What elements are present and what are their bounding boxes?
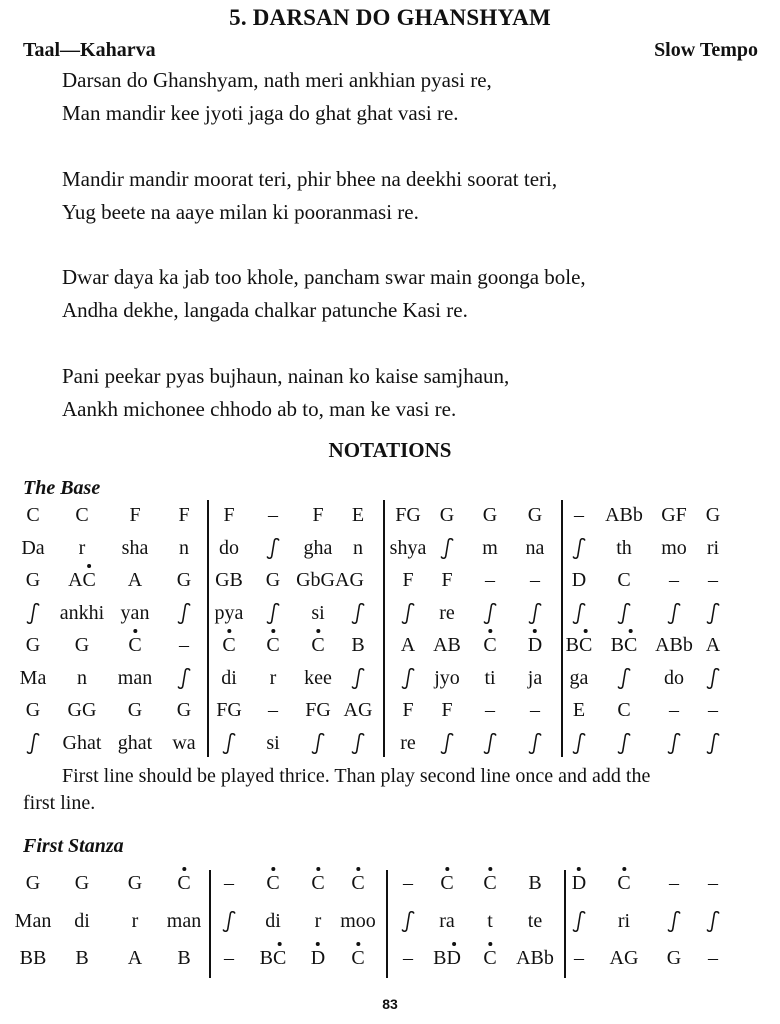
notation-cell: C [483, 947, 497, 969]
notation-cell: ഽ [483, 602, 497, 624]
notation-cell: Man [14, 910, 52, 932]
notation-cell: ഽ [440, 732, 454, 754]
notation-cell: n [353, 537, 363, 559]
notation-cell: si [311, 602, 325, 624]
notation-cell: C [440, 872, 454, 894]
notation-cell: G [666, 947, 682, 969]
notation-cell: F [129, 504, 141, 526]
notation-cell: shya [389, 537, 427, 559]
notation-cell: GF [661, 504, 687, 526]
lyric-line: Pani peekar pyas bujhaun, nainan ko kaise samjhaun, [62, 364, 510, 388]
notation-cell: ഽ [528, 602, 542, 624]
notation-cell: C [26, 504, 40, 526]
bar-line [383, 500, 385, 757]
notation-cell: moo [340, 910, 376, 932]
notation-cell: sha [121, 537, 149, 559]
notation-cell: do [219, 537, 239, 559]
notation-cell: E [572, 699, 586, 721]
notation-cell: C [351, 872, 365, 894]
notations-heading: NOTATIONS [328, 438, 452, 462]
notation-cell: G [25, 872, 41, 894]
bar-line [561, 500, 563, 757]
notation-cell: C [75, 504, 89, 526]
notation-cell: FG [395, 504, 421, 526]
notation-cell: ABb [516, 947, 554, 969]
notation-cell: BC [610, 634, 638, 656]
notation-cell: B [75, 947, 89, 969]
notation-cell: ra [439, 910, 455, 932]
notation-cell: – [403, 947, 413, 969]
notation-cell: G [705, 504, 721, 526]
notation-cell: ഽ [667, 602, 681, 624]
song-title: 5. DARSAN DO GHANSHYAM [229, 5, 551, 30]
notation-cell: C [351, 947, 365, 969]
notation-cell: r [131, 910, 139, 932]
notation-cell: gha [303, 537, 333, 559]
notation-cell: – [268, 504, 278, 526]
notation-cell: – [403, 872, 413, 894]
notation-cell: – [224, 872, 234, 894]
notation-cell: ഽ [351, 732, 365, 754]
notation-cell: GbGAG [296, 569, 364, 591]
notation-cell: th [616, 537, 632, 559]
notation-cell: si [266, 732, 280, 754]
notation-cell: C [177, 872, 191, 894]
notation-cell: A [705, 634, 721, 656]
notation-cell: G [439, 504, 455, 526]
notation-cell: ri [617, 910, 631, 932]
notation-cell: C [311, 872, 325, 894]
notation-cell: AB [433, 634, 461, 656]
notation-cell: ഽ [266, 602, 280, 624]
lyric-line: Yug beete na aaye milan ki pooranmasi re. [62, 200, 419, 224]
notation-cell: ഽ [311, 732, 325, 754]
notation-cell: – [268, 699, 278, 721]
notation-cell: D [571, 872, 587, 894]
notation-cell: ja [527, 667, 543, 689]
notation-cell: ഽ [706, 602, 720, 624]
notation-cell: ഽ [706, 732, 720, 754]
notation-cell: C [483, 872, 497, 894]
notation-cell: ഽ [572, 910, 586, 932]
bar-line [207, 500, 209, 757]
notation-cell: n [179, 537, 189, 559]
lyric-line: Man mandir kee jyoti jaga do ghat ghat vasi re. [62, 101, 459, 125]
notation-cell: do [664, 667, 684, 689]
notation-cell: t [487, 910, 493, 932]
lyric-line: Darsan do Ghanshyam, nath meri ankhian pyasi re, [62, 68, 492, 92]
notation-cell: ഽ [667, 732, 681, 754]
notation-cell: ഽ [617, 667, 631, 689]
notation-cell: ഽ [572, 732, 586, 754]
notation-cell: di [221, 667, 237, 689]
tempo-label: Slow Tempo [654, 39, 758, 61]
notation-cell: C [128, 634, 142, 656]
notation-cell: ti [484, 667, 496, 689]
notation-cell: r [269, 667, 277, 689]
notation-cell: man [166, 910, 202, 932]
lyric-line: Mandir mandir moorat teri, phir bhee na deekhi soorat teri, [62, 167, 558, 191]
notation-cell: ഽ [351, 602, 365, 624]
notation-cell: GB [215, 569, 243, 591]
notation-cell: – [708, 947, 718, 969]
notation-cell: di [265, 910, 281, 932]
notation-cell: G [74, 872, 90, 894]
notation-row [0, 872, 780, 912]
notation-cell: A [400, 634, 416, 656]
notation-cell: Ma [19, 667, 47, 689]
bar-line [209, 870, 211, 978]
notation-cell: F [178, 504, 190, 526]
notation-cell: FG [216, 699, 242, 721]
notation-cell: re [400, 732, 416, 754]
notation-cell: ഽ [222, 732, 236, 754]
notation-cell: E [351, 504, 365, 526]
notation-cell: ഽ [572, 537, 586, 559]
notation-cell: G [127, 872, 143, 894]
notation-cell: te [527, 910, 543, 932]
instruction-text: First line should be played thrice. Than play second line once and add the [62, 765, 651, 787]
notation-cell: r [314, 910, 322, 932]
notation-cell: GG [67, 699, 97, 721]
notation-cell: BC [565, 634, 593, 656]
notation-cell: ഽ [401, 602, 415, 624]
notation-cell: jyo [434, 667, 460, 689]
notation-row [0, 947, 780, 987]
notation-cell: F [312, 504, 324, 526]
notation-cell: G [25, 634, 41, 656]
notation-cell: C [617, 699, 631, 721]
notation-cell: – [669, 872, 679, 894]
notation-cell: ഽ [401, 910, 415, 932]
notation-cell: ഽ [26, 732, 40, 754]
notation-cell: ഽ [222, 910, 236, 932]
notation-cell: ഽ [177, 667, 191, 689]
notation-cell: F [402, 569, 414, 591]
notation-cell: C [266, 872, 280, 894]
notation-cell: n [77, 667, 87, 689]
notation-cell: ABb [655, 634, 693, 656]
bar-line [564, 870, 566, 978]
notation-cell: ഽ [706, 910, 720, 932]
notation-cell: G [482, 504, 498, 526]
notation-cell: di [74, 910, 90, 932]
notation-cell: Da [21, 537, 45, 559]
notation-cell: ഽ [572, 602, 586, 624]
notation-cell: F [441, 699, 453, 721]
notation-cell: C [311, 634, 325, 656]
notation-cell: G [25, 699, 41, 721]
notation-cell: ഽ [440, 537, 454, 559]
notation-cell: ഽ [483, 732, 497, 754]
notation-cell: D [310, 947, 326, 969]
notation-cell: – [224, 947, 234, 969]
notation-cell: ghat [117, 732, 153, 754]
notation-cell: ഽ [351, 667, 365, 689]
notation-cell: ഽ [667, 910, 681, 932]
notation-cell: G [265, 569, 281, 591]
notation-row [0, 910, 780, 950]
notation-cell: C [222, 634, 236, 656]
notation-cell: ഽ [266, 537, 280, 559]
notation-cell: – [669, 699, 679, 721]
notation-cell: – [485, 569, 495, 591]
notation-cell: ഽ [401, 667, 415, 689]
notation-cell: ഽ [706, 667, 720, 689]
notation-cell: yan [120, 602, 150, 624]
notation-cell: AG [343, 699, 373, 721]
notation-cell: – [708, 569, 718, 591]
notation-cell: D [527, 634, 543, 656]
notation-cell: ഽ [26, 602, 40, 624]
lyric-line: Aankh michonee chhodo ab to, man ke vasi re. [62, 397, 457, 421]
first-stanza-heading: First Stanza [23, 835, 124, 857]
notation-cell: – [485, 699, 495, 721]
taal-label: Taal—Kaharva [23, 39, 156, 61]
notation-cell: ഽ [528, 732, 542, 754]
notation-cell: G [74, 634, 90, 656]
notation-cell: B [528, 872, 542, 894]
notation-cell: re [439, 602, 455, 624]
notation-cell: A [127, 947, 143, 969]
notation-cell: na [525, 537, 545, 559]
base-heading: The Base [23, 477, 101, 499]
notation-cell: – [574, 947, 584, 969]
bar-line [386, 870, 388, 978]
notation-cell: BC [259, 947, 287, 969]
notation-cell: F [402, 699, 414, 721]
notation-cell: m [482, 537, 498, 559]
notation-cell: ankhi [59, 602, 105, 624]
notation-cell: ഽ [617, 732, 631, 754]
notation-cell: Ghat [62, 732, 102, 754]
notation-cell: C [617, 872, 631, 894]
notation-cell: ABb [605, 504, 643, 526]
notation-cell: G [527, 504, 543, 526]
notation-cell: pya [214, 602, 244, 624]
notation-cell: C [266, 634, 280, 656]
notation-cell: ഽ [177, 602, 191, 624]
notation-cell: G [25, 569, 41, 591]
notation-cell: C [617, 569, 631, 591]
notation-cell: man [117, 667, 153, 689]
notation-cell: mo [661, 537, 687, 559]
notation-cell: – [708, 699, 718, 721]
notation-cell: BB [19, 947, 47, 969]
notation-cell: F [441, 569, 453, 591]
notation-cell: – [179, 634, 189, 656]
notation-cell: B [177, 947, 191, 969]
notation-cell: FG [305, 699, 331, 721]
lyric-line: Andha dekhe, langada chalkar patunche Kasi re. [62, 298, 468, 322]
notation-cell: – [708, 872, 718, 894]
notation-cell: G [176, 699, 192, 721]
notation-cell: A [127, 569, 143, 591]
notation-cell: ri [706, 537, 720, 559]
lyric-line: Dwar daya ka jab too khole, pancham swar main goonga bole, [62, 265, 586, 289]
notation-cell: G [127, 699, 143, 721]
notation-cell: B [351, 634, 365, 656]
notation-cell: – [530, 569, 540, 591]
instruction-text-continued: first line. [23, 792, 96, 814]
notation-cell: kee [304, 667, 332, 689]
notation-cell: – [574, 504, 584, 526]
notation-cell: D [571, 569, 587, 591]
notation-cell: C [483, 634, 497, 656]
notation-cell: ഽ [617, 602, 631, 624]
notation-cell: G [176, 569, 192, 591]
notation-cell: – [530, 699, 540, 721]
page-number: 83 [382, 996, 398, 1012]
notation-cell: AC [68, 569, 96, 591]
notation-cell: r [78, 537, 86, 559]
notation-cell: F [223, 504, 235, 526]
notation-cell: BD [433, 947, 461, 969]
notation-cell: wa [172, 732, 196, 754]
notation-cell: – [669, 569, 679, 591]
notation-cell: ga [569, 667, 589, 689]
notation-cell: AG [609, 947, 639, 969]
